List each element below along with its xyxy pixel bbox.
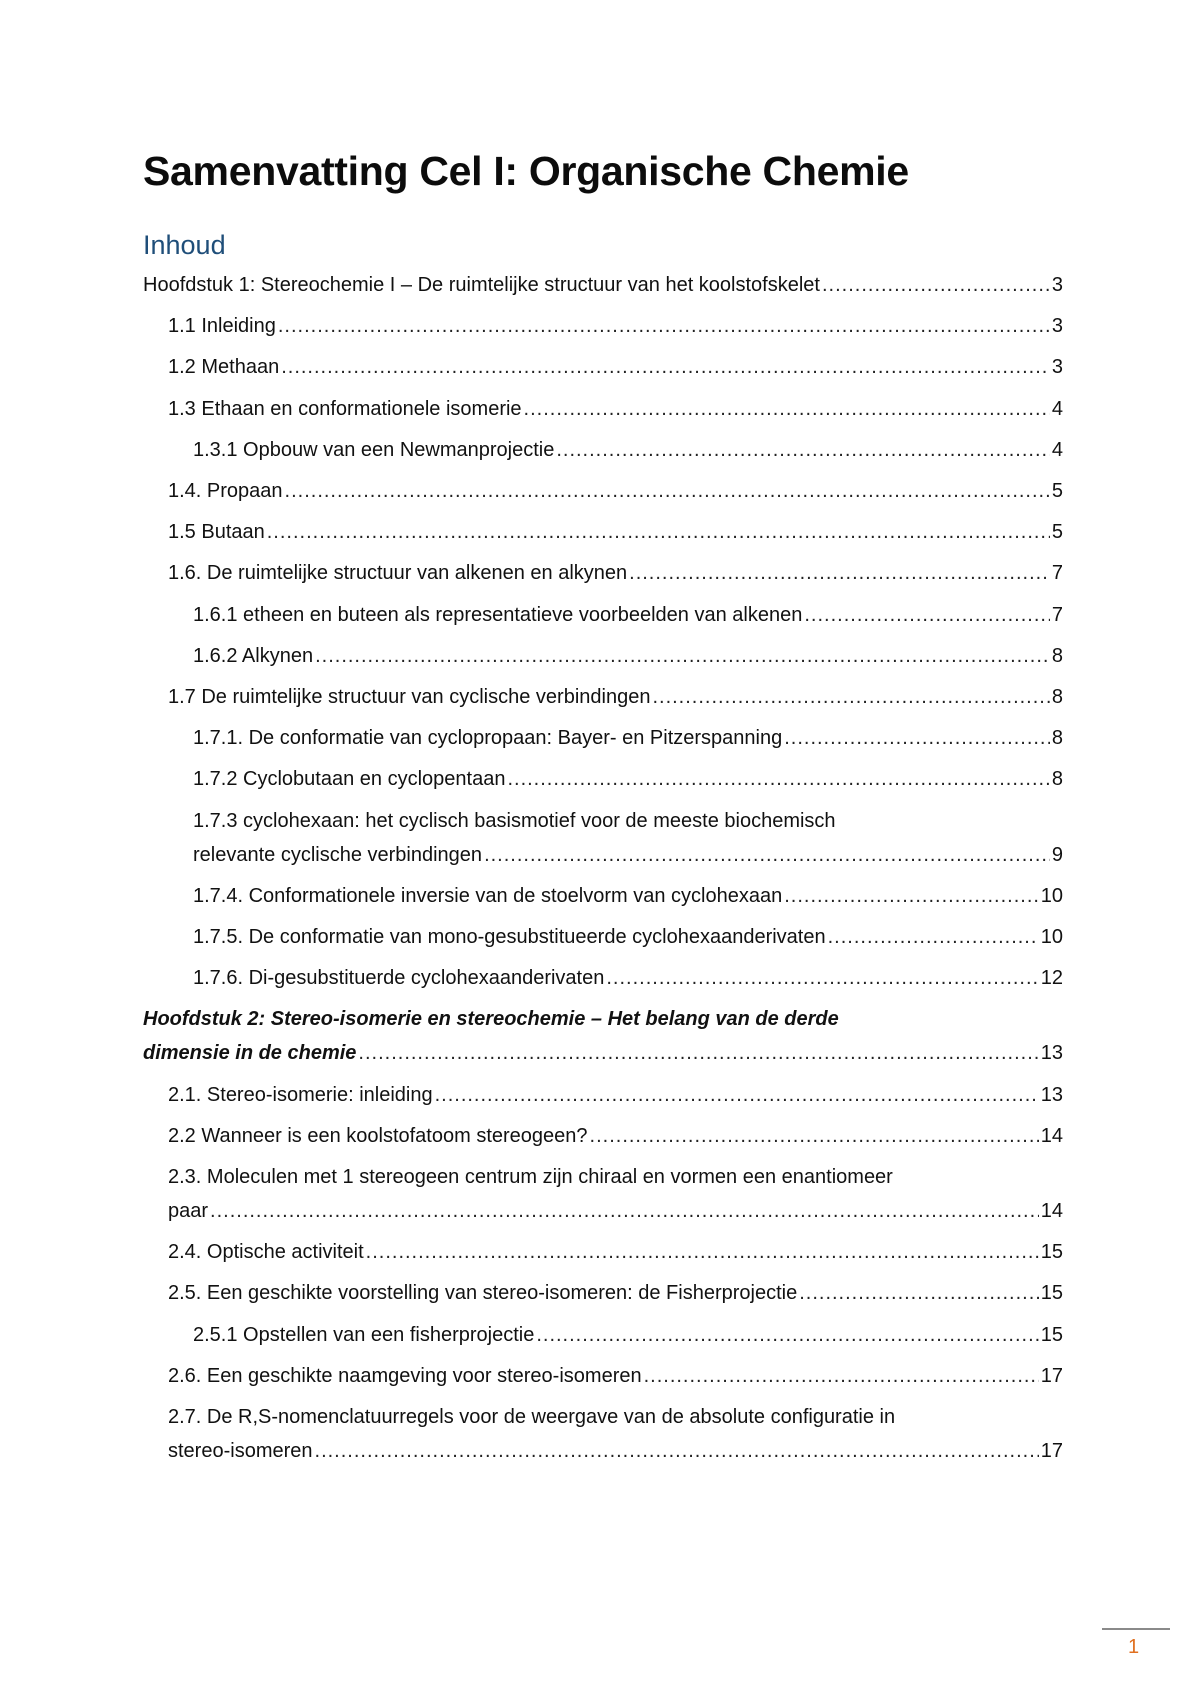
toc-entry[interactable] (168, 392, 1063, 426)
toc-entry-title: 1.7.3 cyclohexaan: het cyclisch basismotief voor de meeste biochemisch (193, 809, 836, 832)
toc-dot-leader (210, 1194, 1039, 1228)
toc-entry-title: 1.2 Methaan (168, 356, 280, 379)
toc-entry[interactable] (193, 961, 1063, 995)
toc-entry-title: dimensie in de chemie (143, 1042, 357, 1065)
toc-dot-leader (644, 1359, 1039, 1393)
toc-dot-leader (285, 474, 1050, 508)
toc-dot-leader (507, 762, 1049, 796)
toc-dot-leader (281, 350, 1050, 384)
toc-dot-leader (799, 1276, 1039, 1310)
toc-page-number: 4 (1051, 438, 1063, 461)
toc-entry-title: 1.7.1. De conformatie van cyclopropaan: Bayer- en Pitzerspanning (193, 727, 783, 750)
toc-entry[interactable] (193, 433, 1063, 467)
toc-entry-title: Hoofdstuk 2: Stereo-isomerie en stereochemie – Het belang van de derde (143, 1008, 839, 1031)
toc-dot-leader (784, 879, 1039, 913)
toc-page-number: 7 (1051, 562, 1063, 585)
toc-entry[interactable] (193, 762, 1063, 796)
toc-entry[interactable] (168, 680, 1063, 714)
toc-page-number: 5 (1051, 480, 1063, 502)
toc-page-number: 13 (1040, 1083, 1063, 1106)
toc-page-number: 3 (1051, 274, 1063, 296)
toc-dot-leader (590, 1119, 1039, 1153)
toc-page-number: 15 (1040, 1282, 1063, 1305)
toc-entry-title: 1.4. Propaan (168, 480, 283, 502)
toc-page-number: 17 (1040, 1440, 1063, 1462)
toc-entry-title: paar (168, 1200, 209, 1222)
toc-page-number: 9 (1051, 843, 1063, 866)
toc-dot-leader (629, 556, 1050, 590)
toc-entry-title: 1.6.1 etheen en buteen als representatieve voorbeelden van alkenen (193, 603, 803, 626)
toc-entry-title: 2.6. Een geschikte naamgeving voor stereo-isomeren (168, 1364, 642, 1387)
toc-dot-leader (315, 639, 1050, 673)
toc-entry[interactable] (193, 1318, 1063, 1352)
toc-page-number: 10 (1040, 926, 1063, 948)
toc-entry[interactable] (168, 515, 1063, 549)
toc-entry[interactable] (193, 639, 1063, 673)
toc-page-number: 14 (1040, 1200, 1063, 1222)
toc-page-number: 8 (1051, 727, 1063, 750)
toc-entry[interactable] (193, 920, 1063, 954)
toc-page-number: 13 (1040, 1042, 1063, 1065)
toc-entry[interactable] (168, 350, 1063, 384)
toc-entry[interactable] (168, 309, 1063, 343)
toc-dot-leader (536, 1318, 1038, 1352)
toc-entry[interactable] (168, 1400, 1063, 1468)
toc-entry[interactable] (168, 1359, 1063, 1393)
toc-dot-leader (804, 598, 1050, 632)
toc-page-number: 10 (1040, 884, 1063, 907)
page-number: 1 (1128, 1636, 1140, 1658)
toc-entry-title: 1.3 Ethaan en conformationele isomerie (168, 397, 522, 420)
toc-dot-leader (556, 433, 1050, 467)
toc-page-number: 4 (1051, 397, 1063, 420)
toc-entry[interactable] (168, 1276, 1063, 1310)
toc-entry-title: 1.7 De ruimtelijke structuur van cyclische verbindingen (168, 686, 651, 708)
toc-entry-title: 1.7.4. Conformationele inversie van de stoelvorm van cyclohexaan (193, 884, 783, 907)
toc-page-number: 3 (1051, 315, 1063, 338)
toc-entry[interactable] (168, 1160, 1063, 1228)
toc-entry-title: 1.3.1 Opbouw van een Newmanprojectie (193, 438, 555, 461)
toc-entry[interactable] (168, 1235, 1063, 1269)
toc-page-number: 12 (1040, 967, 1063, 990)
footer-rule (1102, 1628, 1170, 1630)
document-title: Samenvatting Cel I: Organische Chemie (143, 148, 909, 194)
toc-dot-leader (524, 392, 1050, 426)
toc-entry[interactable] (168, 474, 1063, 508)
toc-dot-leader (278, 309, 1050, 343)
toc-entry-title: stereo-isomeren (168, 1440, 313, 1462)
toc-entry-title: 1.5 Butaan (168, 521, 265, 544)
toc-dot-leader (267, 515, 1050, 549)
toc-entry-title: 1.7.2 Cyclobutaan en cyclopentaan (193, 768, 506, 791)
toc-page-number: 8 (1051, 768, 1063, 791)
toc-dot-leader (484, 838, 1050, 872)
toc-dot-leader (315, 1434, 1039, 1468)
toc-entry-title: 2.7. De R,S-nomenclatuurregels voor de weergave van de absolute configuratie in (168, 1406, 896, 1428)
toc-entry-title: 1.7.5. De conformatie van mono-gesubstitueerde cyclohexaanderivaten (193, 926, 826, 948)
toc-entry-title: 2.5.1 Opstellen van een fisherprojectie (193, 1323, 535, 1346)
toc-entry-title: 1.7.6. Di-gesubstituerde cyclohexaanderivaten (193, 967, 605, 990)
toc-entry-title: 1.1 Inleiding (168, 315, 276, 338)
toc-page-number: 5 (1051, 521, 1063, 544)
toc-entry-title: relevante cyclische verbindingen (193, 843, 483, 866)
toc-dot-leader (435, 1078, 1039, 1112)
toc-entry-title: Hoofdstuk 1: Stereochemie I – De ruimtelijke structuur van het koolstofskelet (143, 274, 820, 296)
toc-page-number: 8 (1051, 644, 1063, 667)
toc-page-number: 15 (1040, 1323, 1063, 1346)
toc-entry[interactable] (168, 556, 1063, 590)
toc-entry-title: 2.3. Moleculen met 1 stereogeen centrum zijn chiraal en vormen een enantiomeer (168, 1166, 893, 1188)
toc-entry[interactable] (168, 1078, 1063, 1112)
toc-page-number: 17 (1040, 1364, 1063, 1387)
toc-dot-leader (358, 1036, 1038, 1070)
toc-entry-title: 2.2 Wanneer is een koolstofatoom stereogeen? (168, 1124, 588, 1147)
toc-entry-title: 2.5. Een geschikte voorstelling van stereo-isomeren: de Fisherprojectie (168, 1282, 798, 1305)
toc-heading: Inhoud (143, 230, 226, 260)
toc-page-number: 14 (1040, 1124, 1063, 1147)
toc-dot-leader (828, 920, 1039, 954)
toc-entry-title: 2.1. Stereo-isomerie: inleiding (168, 1083, 433, 1106)
toc-entry[interactable] (193, 721, 1063, 755)
toc-entry[interactable] (193, 804, 1063, 872)
toc-entry-title: 1.6.2 Alkynen (193, 644, 314, 667)
toc-entry[interactable] (168, 1119, 1063, 1153)
toc-dot-leader (606, 961, 1038, 995)
toc-page-number: 3 (1051, 356, 1063, 379)
toc-dot-leader (366, 1235, 1039, 1269)
toc-entry[interactable] (193, 879, 1063, 913)
toc-entry[interactable] (143, 1002, 1063, 1070)
toc-entry-title: 1.6. De ruimtelijke structuur van alkenen en alkynen (168, 562, 628, 585)
toc-entry[interactable] (193, 598, 1063, 632)
toc-dot-leader (652, 680, 1049, 714)
toc-entry-title: 2.4. Optische activiteit (168, 1241, 364, 1264)
toc-page-number: 15 (1040, 1241, 1063, 1264)
toc-page-number: 8 (1051, 686, 1063, 708)
toc-dot-leader (784, 721, 1050, 755)
toc-entry[interactable] (143, 268, 1063, 302)
toc-page-number: 7 (1051, 603, 1063, 626)
toc-dot-leader (822, 268, 1050, 302)
